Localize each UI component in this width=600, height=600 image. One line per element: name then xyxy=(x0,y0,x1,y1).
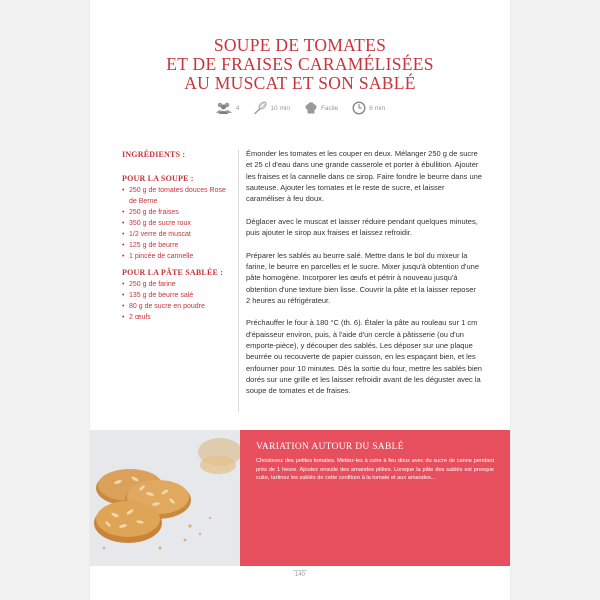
people-icon xyxy=(215,102,233,114)
whisk-icon xyxy=(253,101,267,115)
step-paragraph: Préchauffer le four à 180 °C (th. 6). Étaler la pâte au rouleau sur 1 cm d'épaisseur environ, puis, à l'aide d'un cercle à pâtisserie (ou d'un emporte-pièce), y découper des sablés. Les déposer sur une plaque beurrée ou recouverte de papier cuisson, en les espaçant bien, et les enfourner pour 10 minutes. Dès la sortie du four, mettre les sablés bien dorés sur une grille et les laisser refroidir avant de les déguster avec la soupe de tomates et de fraises. xyxy=(246,318,482,396)
cook-time-info xyxy=(352,101,385,115)
recipe-steps xyxy=(246,148,482,408)
list-item: • 350 g de sucre roux xyxy=(122,218,232,229)
ingredients-column xyxy=(122,150,232,329)
ingredients-heading: INGRÉDIENTS : xyxy=(122,150,186,159)
list-item: • 125 g de beurre xyxy=(122,240,232,251)
shortbread-cookies-image xyxy=(90,430,240,566)
variation-section xyxy=(90,430,510,566)
step-paragraph: Préparer les sablés au beurre salé. Mettre dans le bol du mixeur la farine, le beurre en parcelles et le sucre. Mixer jusqu'à obtention d'une pâte homogène. Incorporer les œufs et pétrir à nouveau jusqu'à obtention d'une texture bien lisse. Couvrir la pâte et la laisser reposer 2 heures au réfrigérateur. xyxy=(246,250,479,305)
chef-hat-icon xyxy=(304,102,318,115)
recipe-title xyxy=(90,36,510,93)
pastry-ingredients-heading: POUR LA PÂTE SABLÉE : xyxy=(122,268,224,277)
recipe-title-line-2: ET DE FRAISES CARAMÉLISÉES xyxy=(166,54,434,74)
recipe-meta xyxy=(90,101,510,115)
list-item: • 2 œufs xyxy=(122,312,232,323)
servings-info xyxy=(215,102,240,114)
cook-time-value: 6 min xyxy=(369,104,386,112)
list-item: • 250 g de tomates douces Rose de Berne xyxy=(122,185,232,207)
list-item: • 250 g de fraises xyxy=(122,207,232,218)
list-item: • 1 pincée de cannelle xyxy=(122,251,232,262)
recipe-title-line-1: SOUPE DE TOMATES xyxy=(213,35,387,55)
shortbread-photo xyxy=(90,430,240,566)
page-number xyxy=(90,570,510,578)
clock-icon xyxy=(352,101,366,115)
servings-value: 4 xyxy=(235,104,240,112)
cookbook-page xyxy=(90,0,510,600)
list-item: • 250 g de farine xyxy=(122,279,232,290)
column-divider xyxy=(238,150,239,412)
list-item: • 135 g de beurre salé xyxy=(122,290,232,301)
pastry-ingredients-list xyxy=(122,279,232,323)
step-paragraph: Émonder les tomates et les couper en deux. Mélanger 250 g de sucre et 25 cl d'eau dans une grande casserole et porter à ébullition. Ajouter les fraises et la cannelle dans ce sirop. Faire fondre le beurre dans une sauteuse. Ajouter les tomates et le reste de sucre, et laisser caraméliser à feu doux. xyxy=(246,149,482,204)
prep-time-info xyxy=(253,101,290,115)
recipe-title-line-3: AU MUSCAT ET SON SABLÉ xyxy=(184,73,416,93)
soup-ingredients-heading: POUR LA SOUPE : xyxy=(122,174,194,183)
difficulty-info xyxy=(304,102,338,115)
soup-ingredients-list xyxy=(122,185,232,262)
variation-text: Choisissez des petites tomates. Mettez-les à cuire à feu doux avec du sucre de canne pendant près de 1 heure. Ajoutez ensuite des amandes pilées. Lorsque la pâte des sablés est presque cuite, tartinez les sablés de cette confiture à la tomate et aux amandes... xyxy=(256,458,494,482)
variation-box xyxy=(240,430,510,566)
page-number-value: 140 xyxy=(294,572,305,578)
list-item: • 1/2 verre de muscat xyxy=(122,229,232,240)
step-paragraph: Déglacer avec le muscat et laisser réduire pendant quelques minutes, puis ajouter le sirop aux fraises et laissez refroidir. xyxy=(246,216,478,238)
difficulty-value: Facile xyxy=(320,104,339,112)
prep-time-value: 10 min xyxy=(270,104,290,112)
variation-title: VARIATION AUTOUR DU SABLÉ xyxy=(256,442,404,452)
list-item: • 80 g de sucre en poudre xyxy=(122,301,232,312)
